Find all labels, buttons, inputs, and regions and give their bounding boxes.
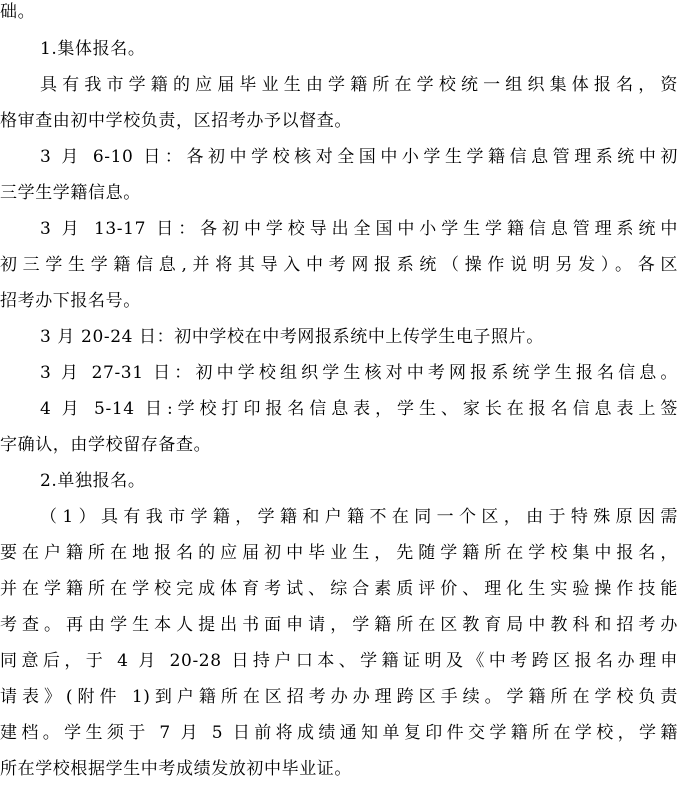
paragraph-line: 具有我市学籍的应届毕业生由学籍所在学校统一组织集体报名，资 <box>40 75 678 95</box>
paragraph-line: 初三学生学籍信息,并将其导入中考网报系统（操作说明另发）。各区 <box>0 255 678 275</box>
paragraph-line: 请表》(附件 1)到户籍所在区招考办办理跨区手续。学籍所在学校负责 <box>0 687 678 707</box>
paragraph-line: 要在户籍所在地报名的应届初中毕业生，先随学籍所在学校集中报名， <box>0 543 678 563</box>
paragraph-line: 并在学籍所在学校完成体育考试、综合素质评价、理化生实验操作技能 <box>0 579 678 599</box>
paragraph-line: 3 月 13-17 日：各初中学校导出全国中小学生学籍信息管理系统中 <box>40 219 678 239</box>
paragraph-line: 4 月 5-14 日:学校打印报名信息表，学生、家长在报名信息表上签 <box>40 399 678 419</box>
paragraph-line: 格审查由初中学校负责，区招考办予以督查。 <box>0 111 352 131</box>
paragraph-line: 招考办下报名号。 <box>0 291 141 311</box>
paragraph-line: 3 月 27-31 日：初中学校组织学生核对中考网报系统学生报名信息。 <box>40 363 678 383</box>
paragraph-line: 三学生学籍信息。 <box>0 183 141 203</box>
paragraph-line: 建档。学生须于 7 月 5 日前将成绩通知单复印件交学籍所在学校，学籍 <box>0 723 678 743</box>
paragraph-line: 字确认，由学校留存备查。 <box>0 435 212 455</box>
section-heading: 2.单独报名。 <box>40 471 146 491</box>
section-heading: 1.集体报名。 <box>40 39 146 59</box>
paragraph-line: 3 月 20-24 日：初中学校在中考网报系统中上传学生电子照片。 <box>40 327 544 347</box>
paragraph-line: 所在学校根据学生中考成绩发放初中毕业证。 <box>0 759 352 779</box>
paragraph-line: （1）具有我市学籍，学籍和户籍不在同一个区，由于特殊原因需 <box>40 507 678 527</box>
paragraph-line: 考查。再由学生本人提出书面申请，学籍所在区教育局中教科和招考办 <box>0 615 678 635</box>
text-line: 础。 <box>0 2 36 22</box>
paragraph-line: 同意后，于 4 月 20-28 日持户口本、学籍证明及《中考跨区报名办理申 <box>0 651 678 671</box>
paragraph-line: 3 月 6-10 日：各初中学校核对全国中小学生学籍信息管理系统中初 <box>40 147 678 167</box>
